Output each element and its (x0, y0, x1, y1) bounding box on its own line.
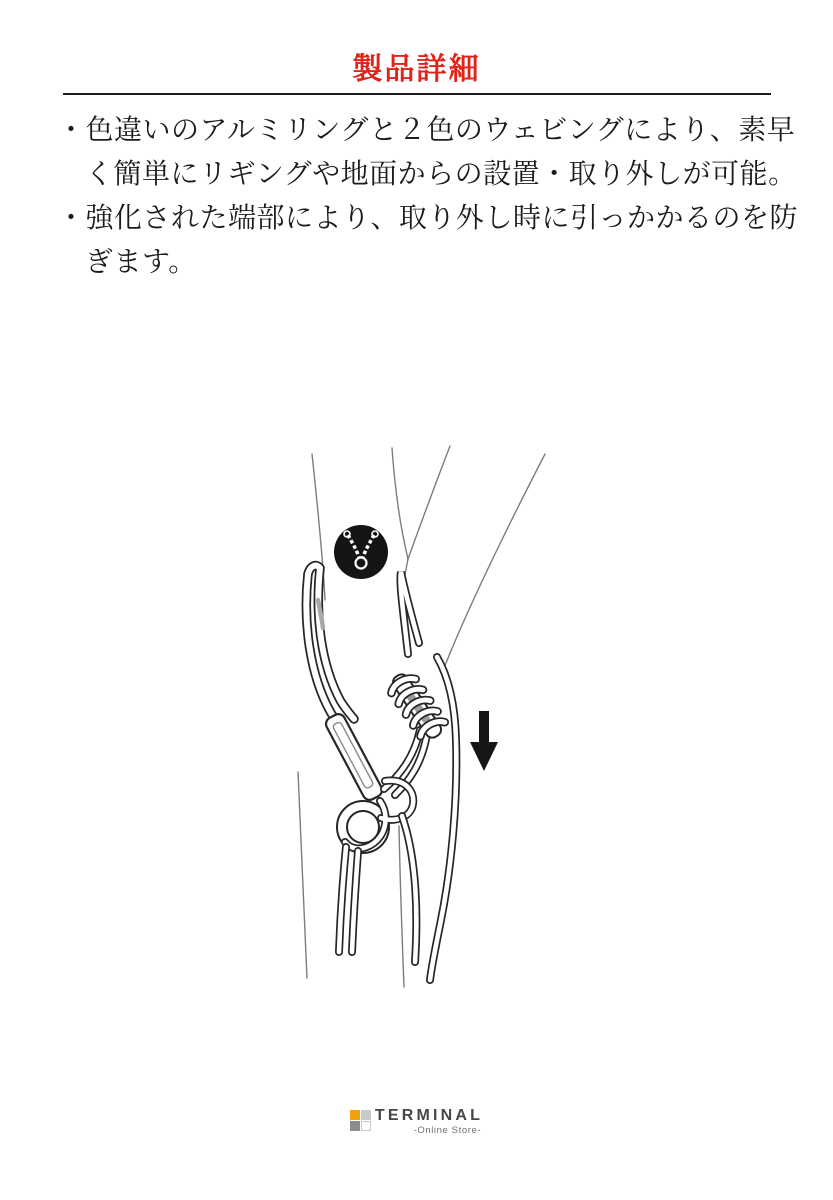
bullet-marker: ・ (57, 114, 86, 145)
product-description (57, 108, 809, 284)
logo-text (375, 1107, 483, 1136)
title-underline (63, 93, 771, 95)
store-logo (0, 1107, 833, 1136)
logo-square-lightgray (361, 1110, 371, 1120)
webbing-sling (306, 566, 354, 730)
brand-name: TERMINAL (374, 1107, 484, 1124)
ring-chain-badge-icon (334, 525, 388, 579)
rigging-illustration (268, 430, 568, 1010)
rectangular-aluminum-link (324, 712, 385, 803)
branch-lines (408, 446, 545, 668)
bullet-marker: ・ (57, 202, 86, 233)
down-arrow-icon (470, 711, 498, 771)
brand-tagline: -Online Store- (413, 1125, 482, 1137)
page-title: 製品詳細 (352, 53, 481, 86)
logo-square-white (361, 1121, 371, 1131)
description-bullet (57, 196, 809, 284)
bullet-text: 強化された端部により、取り外し時に引っかかるのを防ぎます。 (85, 202, 799, 277)
logo-square-orange (350, 1110, 360, 1120)
logo-square-darkgray (350, 1121, 360, 1131)
rope-over-branch (400, 572, 419, 654)
description-bullet (57, 108, 809, 196)
logo-grid-icon (350, 1110, 371, 1131)
rope-pull-strand (430, 657, 456, 980)
bullet-text: 色違いのアルミリングと２色のウェビングにより、素早く簡単にリギングや地面からの設置・取り外しが可能。 (85, 114, 797, 189)
